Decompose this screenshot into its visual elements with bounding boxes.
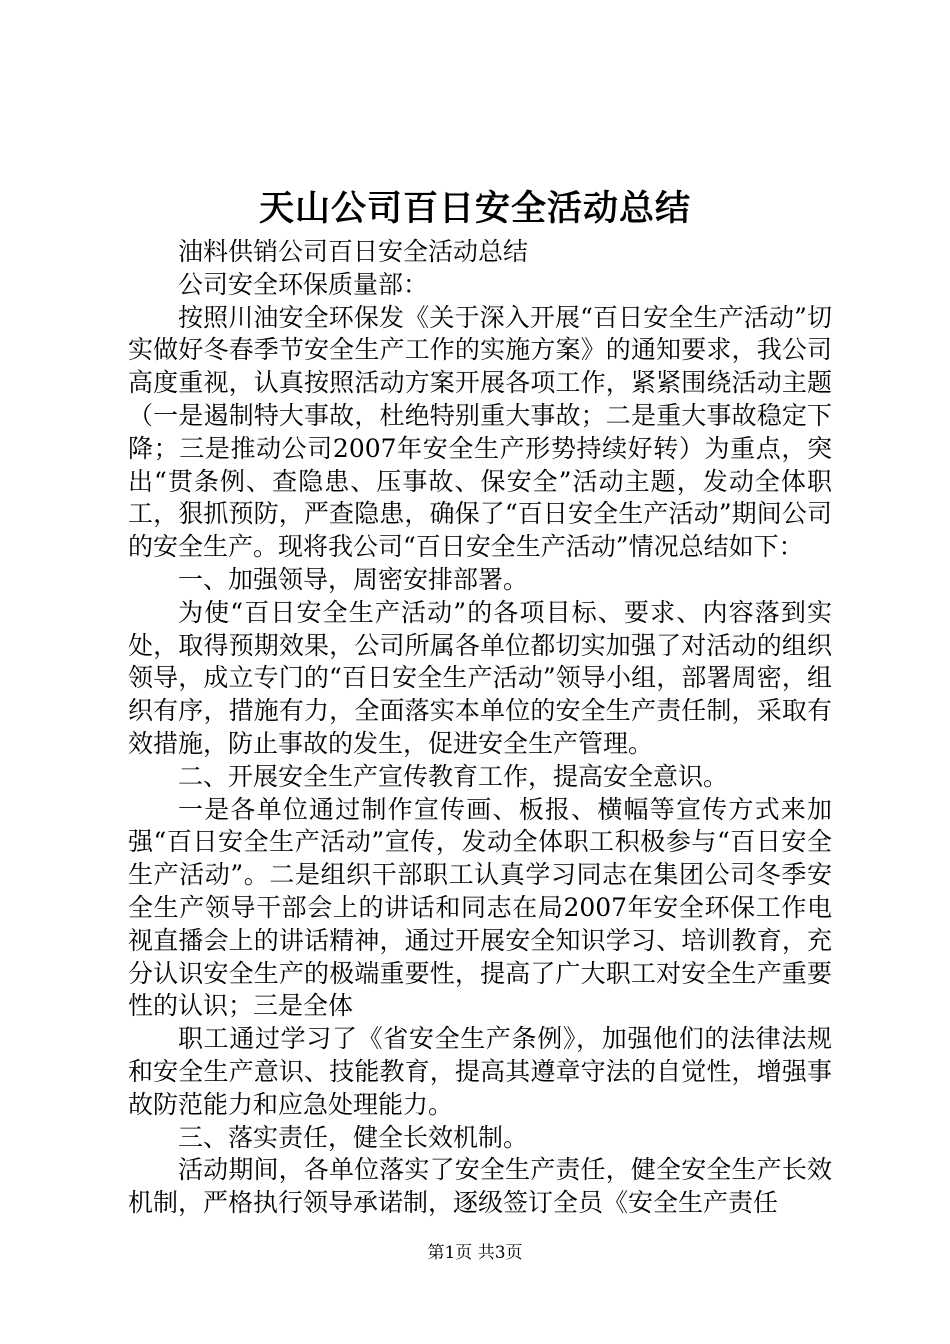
paragraph-section-2: 一是各单位通过制作宣传画、板报、横幅等宣传方式来加强“百日安全生产活动”宣传，发动全体职工积极参与“百日安全生产活动”。二是组织干部职工认真学习同志在集团公司冬季安全生产领导干部会上的讲话和同志在局2007年安全环保工作电视直播会上的讲话精神，通过开展安全知识学习、培训教育，充分认识安全生产的极端重要性，提高了广大职工对安全生产重要性的认识；三是全体 [128,794,832,1021]
section-heading-3: 三、落实责任，健全长效机制。 [178,1122,529,1152]
paragraph-subtitle: 油料供销公司百日安全活动总结 [178,237,529,266]
section-heading-1: 一、加强领导，周密安排部署。 [178,564,529,594]
paragraph-recipient: 公司安全环保质量部： [178,269,429,299]
paragraph-section-1: 为使“百日安全生产活动”的各项目标、要求、内容落到实处，取得预期效果，公司所属各单位都切实加强了对活动的组织领导，成立专门的“百日安全生产活动”领导小组，部署周密，组织有序，措施有力，全面落实本单位的安全生产责任制，采取有效措施，防止事故的发生，促进安全生产管理。 [128,597,832,758]
section-heading-2: 二、开展安全生产宣传教育工作，提高安全意识。 [178,761,729,791]
paragraph-section-3: 活动期间，各单位落实了安全生产责任，健全安全生产长效机制，严格执行领导承诺制，逐级签订全员《安全生产责任 [128,1155,832,1218]
paragraph-section-2-continued: 职工通过学习了《省安全生产条例》，加强他们的法律法规和安全生产意识、技能教育，提高其遵章守法的自觉性，增强事故防范能力和应急处理能力。 [128,1024,832,1119]
document-title: 天山公司百日安全活动总结 [258,188,691,229]
page-number-footer: 第1页 共3页 [427,1243,523,1263]
paragraph-intro: 按照川油安全环保发《关于深入开展“百日安全生产活动”切实做好冬春季节安全生产工作的实施方案》的通知要求，我公司高度重视，认真按照活动方案开展各项工作，紧紧围绕活动主题（一是遏制特大事故，杜绝特别重大事故；二是重大事故稳定下降；三是推动公司2007年安全生产形势持续好转）为重点，突出“贯条例、查隐患、压事故、保安全”活动主题，发动全体职工，狠抓预防，严查隐患，确保了“百日安全生产活动”期间公司的安全生产。现将我公司“百日安全生产活动”情况总结如下： [128,302,832,562]
document-body [128,236,832,1220]
